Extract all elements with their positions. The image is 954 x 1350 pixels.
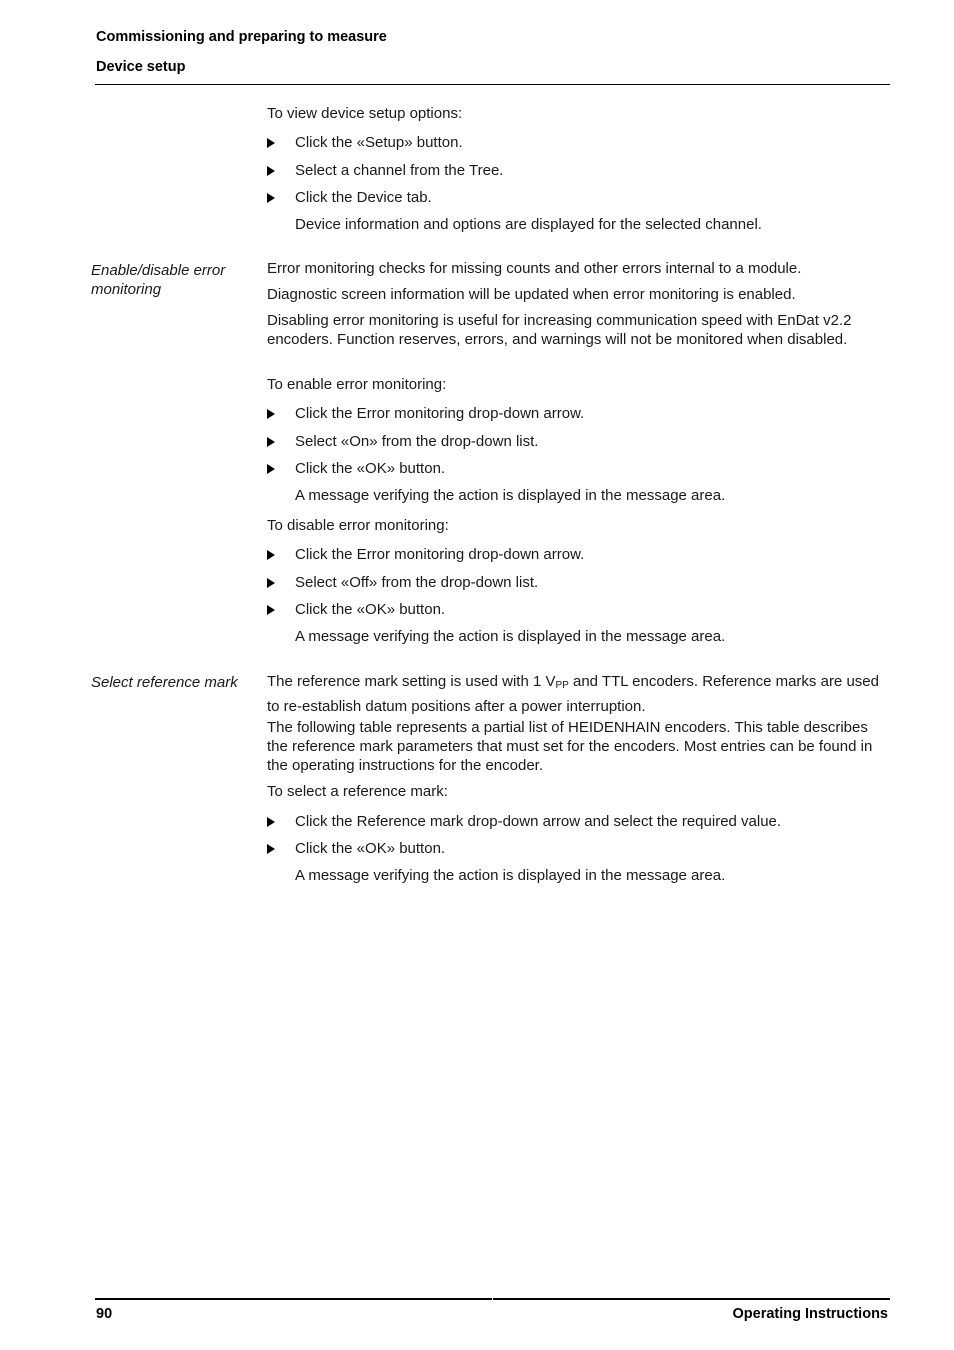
chapter-title: Commissioning and preparing to measure — [96, 29, 387, 45]
bullet-arrow-icon — [267, 464, 275, 474]
intro-result: Device information and options are displayed for the selected channel. — [295, 216, 762, 233]
disable-result: A message verifying the action is displayed in the message area. — [295, 628, 726, 645]
error-para-1: Error monitoring checks for missing counts and other errors internal to a module. — [267, 260, 802, 277]
section-title: Device setup — [96, 59, 186, 75]
ref-para-2: The following table represents a partial list of HEIDENHAIN encoders. This table describes the reference mark parameters that must set for the encoders. Most entries can be found in the operating instructions for the encoder. — [267, 719, 873, 774]
bullet-arrow-icon — [267, 437, 275, 447]
bullet-arrow-icon — [267, 550, 275, 560]
page-number: 90 — [96, 1306, 113, 1322]
error-para-3: Disabling error monitoring is useful for increasing communication speed with EnDat v2.2 encoders. Function reserves, errors, and warnings will not be monitored when disabled. — [267, 312, 852, 348]
footer-rule-right — [493, 1298, 890, 1300]
ref-para-1: The reference mark setting is used with 1 $V_{PP}$ and TTL encoders. Reference marks are used to re-establish datum positions after a power interruption. — [267, 673, 879, 715]
footer-rule-left — [95, 1298, 492, 1300]
enable-result: A message verifying the action is displayed in the message area. — [295, 487, 726, 504]
disable-lead: To disable error monitoring: — [267, 517, 449, 534]
ref-result: A message verifying the action is displayed in the message area. — [295, 867, 726, 884]
bullet-arrow-icon — [267, 193, 275, 203]
header-rule — [95, 84, 890, 85]
bullet-arrow-icon — [267, 166, 275, 176]
bullet-arrow-icon — [267, 409, 275, 419]
ref-lead: To select a reference mark: — [267, 783, 448, 800]
bullet-arrow-icon — [267, 605, 275, 615]
bullet-arrow-icon — [267, 844, 275, 854]
bullet-arrow-icon — [267, 578, 275, 588]
side-label-error-monitoring: Enable/disable error monitoring — [91, 262, 226, 298]
intro-lead: To view device setup options: — [267, 105, 463, 122]
bullet-arrow-icon — [267, 817, 275, 827]
bullet-arrow-icon — [267, 138, 275, 148]
footer-doc-title: Operating Instructions — [732, 1306, 888, 1322]
error-para-2: Diagnostic screen information will be updated when error monitoring is enabled. — [267, 286, 796, 303]
enable-lead: To enable error monitoring: — [267, 376, 447, 393]
side-label-reference-mark: Select reference mark — [91, 674, 238, 691]
